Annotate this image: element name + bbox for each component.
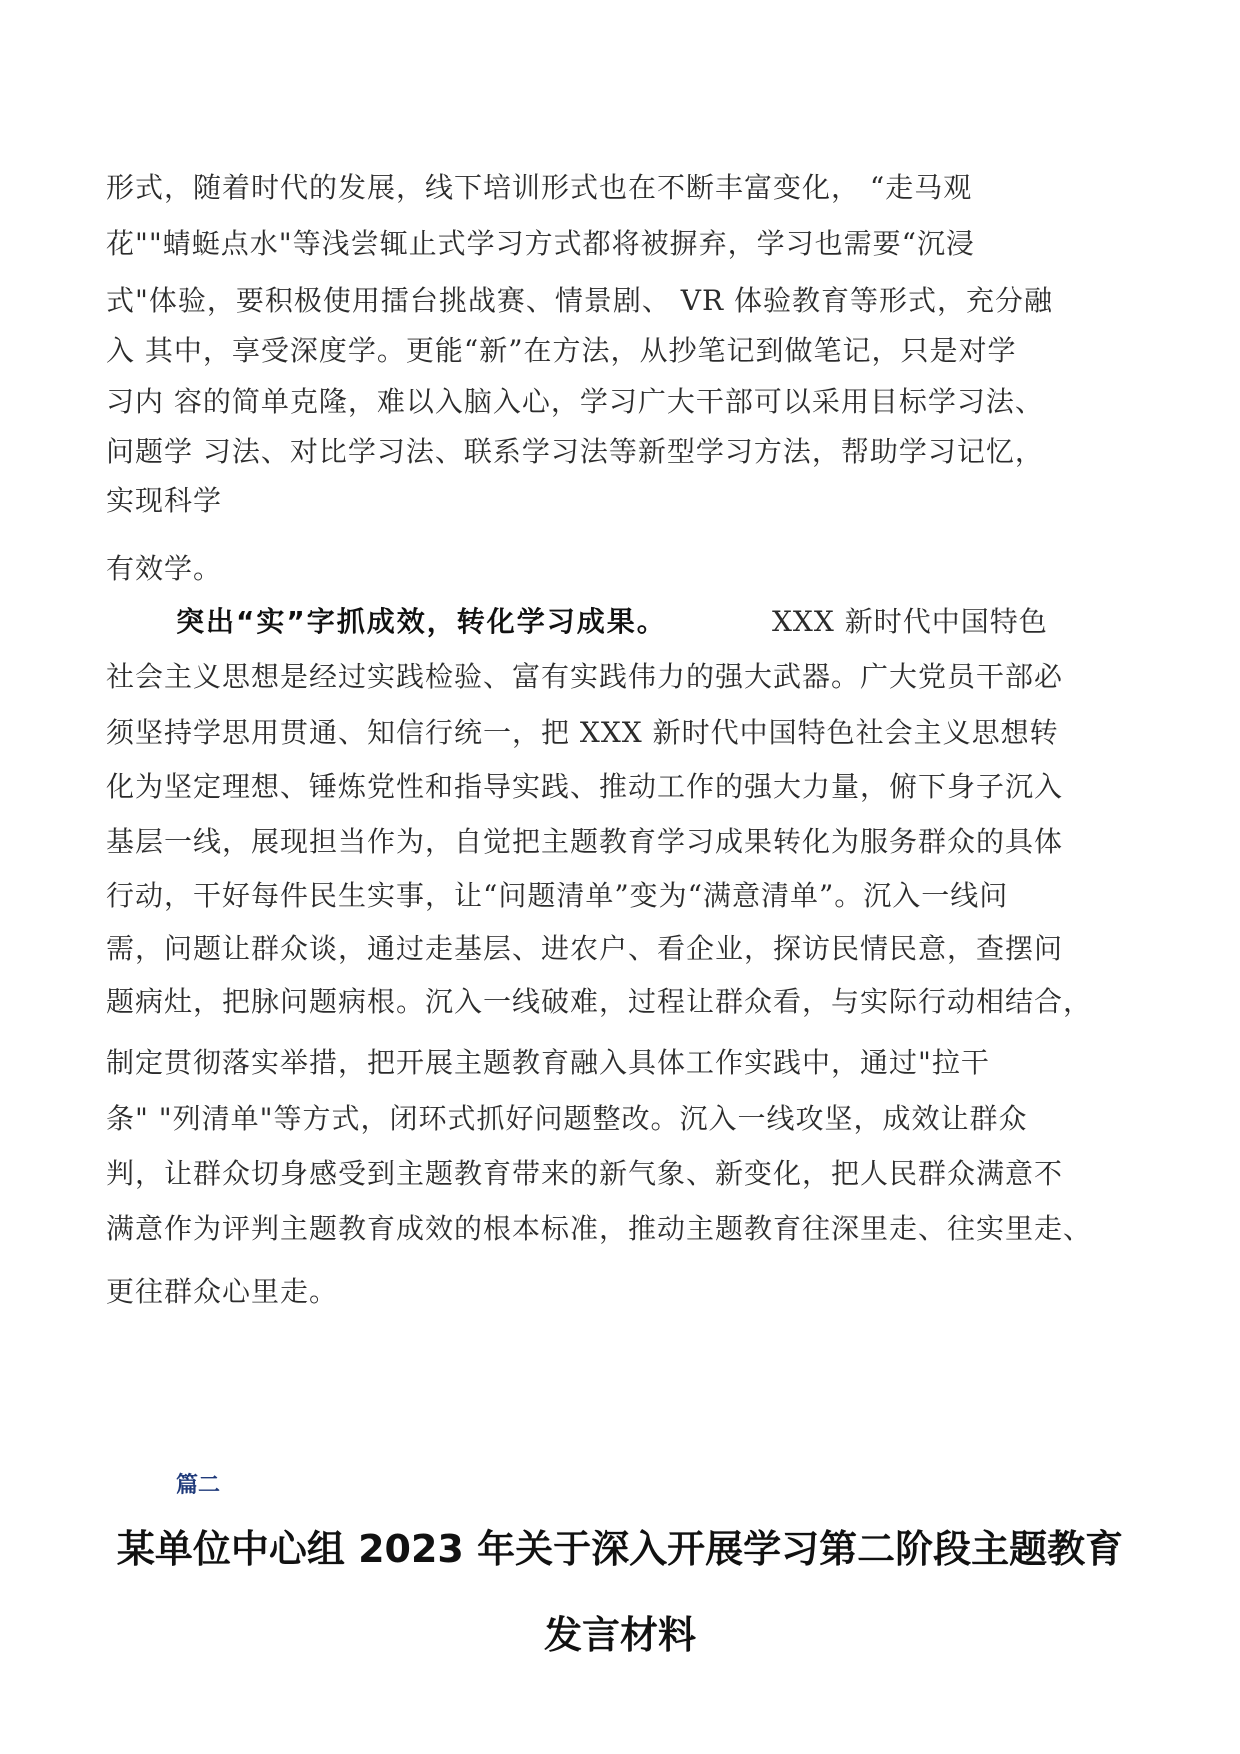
paragraph-line: 题病灶，把脉问题病根。沉入一线破难，过程让群众看，与实际行动相结合， (106, 985, 1093, 1018)
paragraph-line: 化为坚定理想、锤炼党性和指导实践、推动工作的强大力量，俯下身子沉入 (106, 770, 1064, 803)
paragraph-line: 问题学 习法、对比学习法、联系学习法等新型学习方法，帮助学习记忆， (106, 435, 1044, 468)
paragraph-line: 形式，随着时代的发展，线下培训形式也在不断丰富变化， “走马观 (106, 171, 973, 204)
paragraph-line: 习内 容的简单克隆，难以入脑入心，学习广大干部可以采用目标学习法、 (106, 385, 1044, 418)
paragraph-line: 花""蜻蜓点水"等浅尝辄止式学习方式都将被摒弃，学习也需要“沉浸 (106, 227, 975, 260)
paragraph-line: 条" "列清单"等方式，闭环式抓好问题整改。沉入一线攻坚，成效让群众 (106, 1102, 1028, 1135)
section-label: 篇二 (176, 1473, 221, 1498)
paragraph-line: 行动，干好每件民生实事，让“问题清单”变为“满意清单”。沉入一线问 (106, 879, 1009, 912)
paragraph-line: 社会主义思想是经过实践检验、富有实践伟力的强大武器。广大党员干部必 (106, 660, 1064, 693)
document-title-line-2: 发言材料 (543, 1613, 696, 1657)
paragraph-line: XXX 新时代中国特色 (772, 605, 1048, 638)
paragraph-line: 有效学。 (106, 552, 223, 585)
paragraph-line: 判，让群众切身感受到主题教育带来的新气象、新变化，把人民群众满意不 (106, 1157, 1064, 1190)
paragraph-line: 需，问题让群众谈，通过走基层、进农户、看企业，探访民情民意，查摆问 (106, 932, 1064, 965)
paragraph-line: 制定贯彻落实举措，把开展主题教育融入具体工作实践中，通过"拉干 (106, 1046, 990, 1079)
section-heading: 突出“实”字抓成效，转化学习成果。 (176, 605, 667, 638)
paragraph-line: 满意作为评判主题教育成效的根本标准，推动主题教育往深里走、往实里走、 (106, 1212, 1093, 1245)
document-title-line-1: 某单位中心组 2023 年关于深入开展学习第二阶段主题教育 (116, 1527, 1124, 1571)
paragraph-line: 入 其中，享受深度学。更能“新”在方法，从抄笔记到做笔记，只是对学 (106, 334, 1017, 367)
paragraph-line: 基层一线，展现担当作为，自觉把主题教育学习成果转化为服务群众的具体 (106, 825, 1064, 858)
paragraph-line: 须坚持学思用贯通、知信行统一，把 XXX 新时代中国特色社会主义思想转 (106, 716, 1059, 749)
paragraph-line: 式"体验，要积极使用擂台挑战赛、情景剧、 VR 体验教育等形式，充分融 (106, 284, 1053, 317)
paragraph-line: 更往群众心里走。 (106, 1275, 339, 1308)
paragraph-line: 实现科学 (106, 484, 223, 517)
